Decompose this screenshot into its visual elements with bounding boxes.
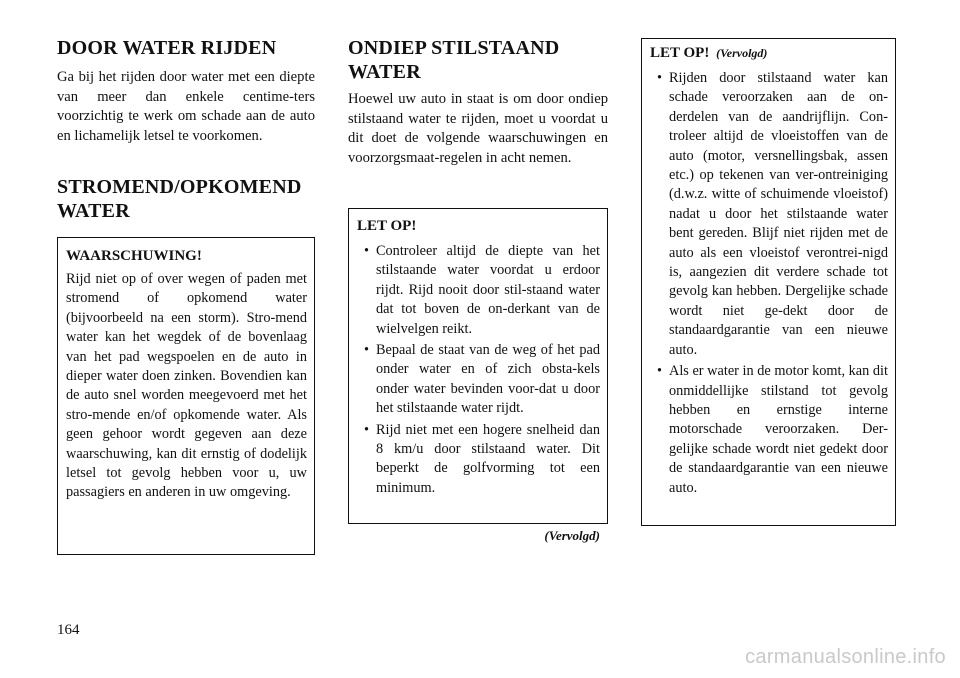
heading-shallow-standing-water: ONDIEP STILSTAAND WATER [348,37,560,83]
page-number: 164 [57,622,80,638]
warning-box [57,237,315,555]
watermark: carmanualsonline.info [745,646,946,668]
warning-title: WAARSCHUWING! [66,248,202,264]
warning-text: Rijd niet op of over wegen of paden met stromend of opkomend water (bijvoorbeeld na een storm). Stro-mend water kan het wegdek of de bovenlaag van het pad wegspoelen en de auto in dieper water doen zinken. Bovendien kan de auto snel worden meegevoerd met het stro-mende en/of opkomende water. Als geen gehoor wordt gegeven aan deze waarschuwing, kan dit ernstig of dodelijk letsel tot gevolg hebben voor u, uw passagiers en anderen in uw omgeving. [66,271,307,501]
caution-box-2 [641,38,896,526]
caution-item: • Rijden door stilstaand water kan schade veroorzaken aan de on-derdelen van de aandrijflijn. Con-troleer altijd de vloeistoffen van de auto (motor, versnellingsbak, assen etc.) op tekenen van ver-ontreiniging (d.w.z. witte of schuimende vloeistof) nadat u door het stilstaande water bent gereden. Blijf niet rijden met de auto als een vloeistof verontrei-nigd is, aangezien dit verdere schade tot gevolg kan hebben. Dergelijke schade wordt niet ge-dekt door de standaardgarantie van een nieuwe auto. [657,70,888,358]
caution-item: • Als er water in de motor komt, kan dit onmiddellijke stilstand tot gevolg hebben en ernstige interne motorschade veroorzaken. Der-gelijke schade wordt niet gedekt door de standaardgarantie van een nieuwe auto. [657,363,888,496]
caution-box-1 [348,208,608,524]
caution-list-continued [650,69,888,498]
caution-continued-suffix: (Vervolgd) [716,46,768,60]
bullet-icon: • [364,421,370,438]
caution-title-text: LET OP! [650,45,710,61]
caution-list [357,242,600,498]
shallow-water-paragraph: Hoewel uw auto in staat is om door ondiep stilstaand water te rijden, moet u voordat u dit doet de volgende waarschuwingen en voorzorgsmaat-regelen in acht nemen. [348,91,608,166]
caution-title-continued [650,43,888,63]
caution-item: • Bepaal de staat van de weg of het pad onder water en of zich obsta-kels onder water bevinden voor-dat u door het stilstaande water rijdt. [364,342,600,417]
bullet-icon: • [657,363,663,380]
caution-title: LET OP! [357,218,417,234]
heading-driving-through-water: DOOR WATER RIJDEN [57,37,277,59]
heading-flowing-water: STROMEND/OPKOMEND WATER [57,176,302,222]
continued-note: (Vervolgd) [544,528,600,543]
caution-item: • Controleer altijd de diepte van het stilstaande water voordat u erdoor rijdt. Rijd nooit door stil-staand water dat tot boven de on-derkant van de wielvelgen reikt. [364,243,600,337]
bullet-icon: • [364,342,370,359]
caution-item: • Rijd niet met een hogere snelheid dan 8 km/u door stilstaand water. Dit beperkt de golfvorming tot een minimum. [364,421,600,496]
bullet-icon: • [364,243,370,259]
bullet-icon: • [657,70,663,86]
intro-paragraph: Ga bij het rijden door water met een diepte van meer dan enkele centime-ters voorzichtig te werk om schade aan de auto en lichamelijk letsel te voorkomen. [57,69,315,144]
